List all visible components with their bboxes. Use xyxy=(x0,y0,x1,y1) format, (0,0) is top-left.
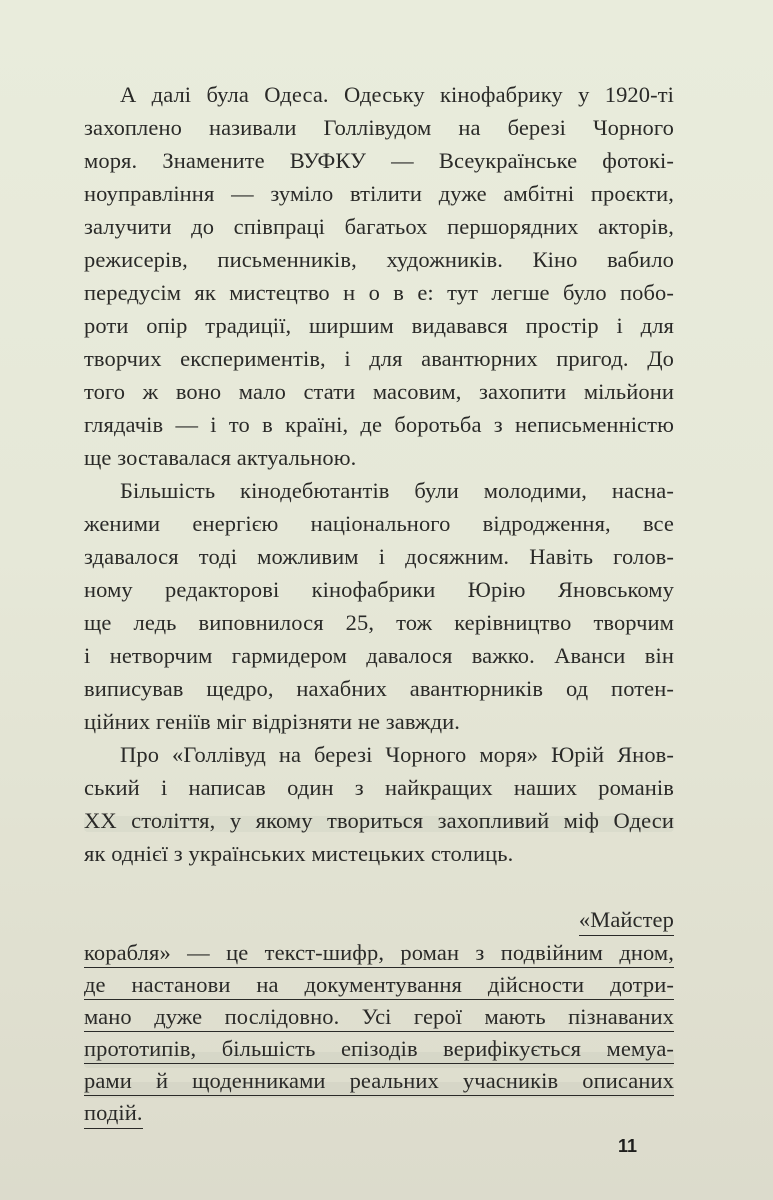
text-line: роти опір традиції, ширшим видавався простір і для xyxy=(84,313,674,338)
text-line: залучити до співпраці багатьох першорядних акторів, xyxy=(84,214,674,239)
text-line-underlined: прототипів, більшість епізодів верифікується мемуа- xyxy=(84,1032,674,1064)
text-line: ційних геніїв міг відрізняти не завжди. xyxy=(84,709,461,734)
text-line: як однієї з українських мистецьких столиць. xyxy=(84,841,514,866)
underlined-text: подій. xyxy=(84,1097,143,1129)
text-line: здавалося тоді можливим і досяжним. Навіть голов- xyxy=(84,544,674,569)
text-line: ще ледь виповнилося 25, тож керівництво творчим xyxy=(84,610,674,635)
paragraph-maister-korablia-underlined xyxy=(84,903,674,1129)
text-line: передусім як мистецтво н о в е: тут легше було побо- xyxy=(84,280,674,305)
text-line: XX століття, у якому твориться захопливий міф Одеси xyxy=(84,808,674,833)
text-line: ще зоставалася актуальною. xyxy=(84,445,357,470)
text-line: глядачів — і то в країні, де боротьба з неписьменністю xyxy=(84,412,674,437)
text-line: женими енергією національного відродження, все xyxy=(84,511,674,536)
paragraph-gap xyxy=(84,870,674,903)
text-line: ному редакторові кінофабрики Юрію Яновському xyxy=(84,577,674,602)
text-line-underlined: мано дуже послідовно. Усі герої мають пізнаваних xyxy=(84,1000,674,1032)
paragraph-debutants xyxy=(84,474,674,738)
book-page-text xyxy=(84,78,674,1129)
text-line: того ж воно мало стати масовим, захопити мільйони xyxy=(84,379,674,404)
paragraph-odesa xyxy=(84,78,674,474)
text-line-underlined: де настанови на документування дійсности дотри- xyxy=(84,968,674,1000)
text-line: Про «Голлівуд на березі Чорного моря» Юрій Янов- xyxy=(120,742,674,767)
text-line: виписував щедро, нахабних авантюрників од потен- xyxy=(84,676,674,701)
text-line-underlined: корабля» — це текст-шифр, роман з подвійним дном, xyxy=(84,936,674,968)
text-line: А далі була Одеса. Одеську кінофабрику у 1920-ті xyxy=(120,82,674,107)
page-number: 11 xyxy=(618,1136,638,1156)
text-line: і нетворчим гармидером давалося важко. Аванси він xyxy=(84,643,674,668)
text-line: творчих експериментів, і для авантюрних пригод. До xyxy=(84,346,674,371)
text-line: режисерів, письменників, художників. Кіно вабило xyxy=(84,247,674,272)
underlined-text: «Майстер xyxy=(579,904,674,936)
text-line: Більшість кінодебютантів були молодими, насна- xyxy=(120,478,674,503)
text-line: моря. Знамените ВУФКУ — Всеукраїнське фотокі- xyxy=(84,148,674,173)
text-line-underlined xyxy=(84,1096,674,1129)
text-line-underlined: рами й щоденниками реальних учасників описаних xyxy=(84,1064,674,1096)
paragraph-hollywood xyxy=(84,738,674,870)
text-line-underlined xyxy=(84,903,674,936)
text-line: ський і написав один з найкращих наших романів xyxy=(84,775,674,800)
text-line: ноуправління — зуміло втілити дуже амбітні проєкти, xyxy=(84,181,674,206)
text-line: захоплено називали Голлівудом на березі Чорного xyxy=(84,115,674,140)
